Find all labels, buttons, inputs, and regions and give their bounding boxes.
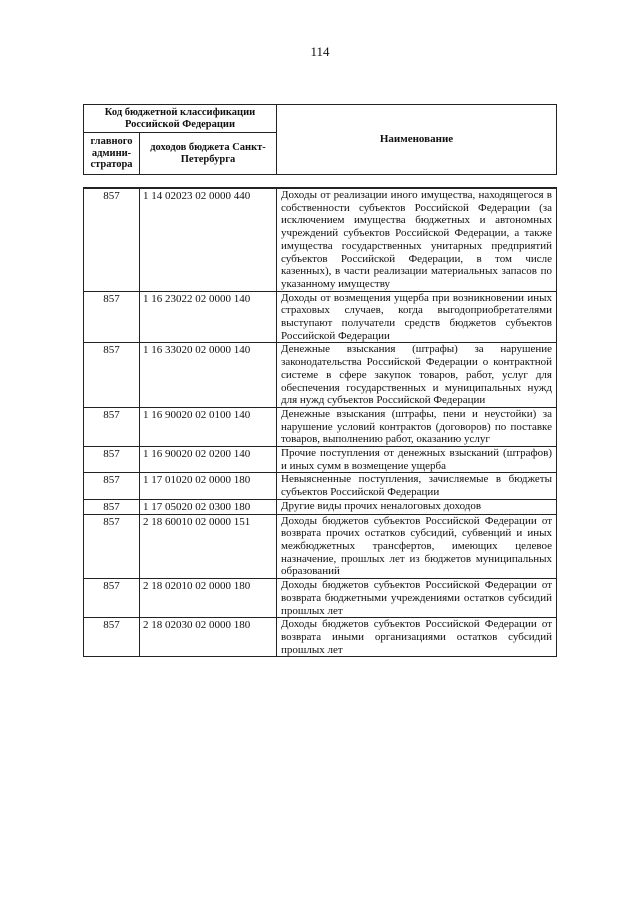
row-name: Невыясненные поступления, зачисляемые в бюджеты субъектов Российской Федерации [277,473,557,499]
row-name: Доходы бюджетов субъектов Российской Федерации от возврата иными организациями остатков субсидий прошлых лет [277,618,557,657]
row-revenue-code: 2 18 02010 02 0000 180 [140,579,277,618]
row-name: Доходы от возмещения ущерба при возникновении иных страховых случаев, когда выгодоприобретателями выступают получатели средств бюджетов субъектов Российской Федерации [277,291,557,343]
row-revenue-code: 1 16 23022 02 0000 140 [140,291,277,343]
table-row [84,343,557,408]
table-row [84,618,557,657]
table-row [84,473,557,499]
row-admin-code: 857 [84,343,140,408]
row-name: Доходы от реализации иного имущества, находящегося в собственности субъектов Российской Федерации (за исключением имущества бюджетных и автономных учреждений субъектов Российской Федерации, а также имущества государственных унитарных предприятий субъектов Российской Федерации, в том числе казенных), в части реализации материальных запасов по указанному имуществу [277,188,557,291]
table-row [84,447,557,473]
header-name: Наименование [277,105,557,175]
header-group-title: Код бюджетной классификации Российской Федерации [84,105,277,133]
table-row [84,291,557,343]
table-row [84,407,557,446]
row-revenue-code: 1 16 90020 02 0100 140 [140,407,277,446]
header-admin: главного админи-стратора [84,133,140,175]
row-name: Денежные взыскания (штрафы) за нарушение законодательства Российской Федерации о контрактной системе в сфере закупок товаров, работ, услуг для обеспечения государственных и муниципальных нужд для нужд субъектов Российской Федерации [277,343,557,408]
row-admin-code: 857 [84,618,140,657]
row-revenue-code: 1 17 01020 02 0000 180 [140,473,277,499]
row-admin-code: 857 [84,407,140,446]
table-row [84,188,557,291]
row-admin-code: 857 [84,447,140,473]
row-admin-code: 857 [84,291,140,343]
row-name: Доходы бюджетов субъектов Российской Федерации от возврата бюджетными учреждениями остатков субсидий прошлых лет [277,579,557,618]
row-name: Денежные взыскания (штрафы, пени и неустойки) за нарушение условий контрактов (договоров) по поставке товаров, выполнению работ, оказанию услуг [277,407,557,446]
row-admin-code: 857 [84,579,140,618]
table-row [84,499,557,514]
row-name: Прочие поступления от денежных взысканий (штрафов) и иных сумм в возмещение ущерба [277,447,557,473]
revenue-table [83,187,557,657]
table-row [84,579,557,618]
table-row [84,514,557,579]
row-admin-code: 857 [84,473,140,499]
row-admin-code: 857 [84,514,140,579]
row-revenue-code: 2 18 60010 02 0000 151 [140,514,277,579]
row-name: Другие виды прочих неналоговых доходов [277,499,557,514]
row-admin-code: 857 [84,499,140,514]
header-revenue: доходов бюджета Санкт-Петербурга [140,133,277,175]
row-revenue-code: 1 16 33020 02 0000 140 [140,343,277,408]
row-revenue-code: 1 14 02023 02 0000 440 [140,188,277,291]
row-admin-code: 857 [84,188,140,291]
row-name: Доходы бюджетов субъектов Российской Федерации от возврата прочих остатков субсидий, субвенций и иных межбюджетных трансфертов, имеющих целевое назначение, прошлых лет из бюджетов муниципальных образований [277,514,557,579]
row-revenue-code: 1 16 90020 02 0200 140 [140,447,277,473]
table-header [83,104,557,175]
row-revenue-code: 1 17 05020 02 0300 180 [140,499,277,514]
page-number: 114 [310,44,330,59]
row-revenue-code: 2 18 02030 02 0000 180 [140,618,277,657]
